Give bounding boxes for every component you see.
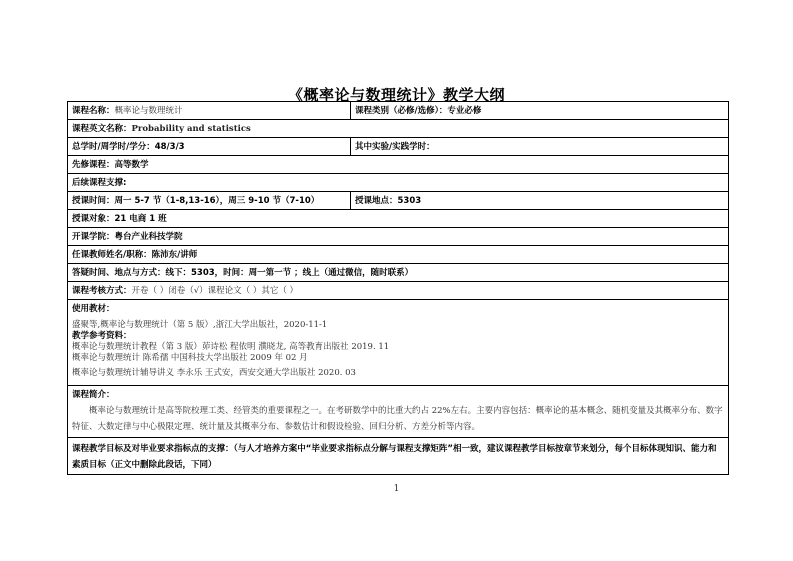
english-name-value: Probability and statistics bbox=[131, 123, 251, 134]
schedule-value: 周一 5-7 节（1-8,13-16），周三 9-10 节（7-10） bbox=[114, 195, 320, 206]
lab-hours-label: 其中实验/实践学时： bbox=[355, 141, 435, 152]
page-number: 1 bbox=[393, 484, 400, 494]
instructor-label: 任课教师姓名/职称： bbox=[72, 249, 152, 260]
row-intro bbox=[68, 386, 728, 438]
assessment-value: 开卷（ ）闭卷（√）课程论文（ ）其它（ ） bbox=[131, 285, 299, 296]
course-category-cell bbox=[351, 102, 485, 119]
course-category-label: 课程类别（必修/选修）： bbox=[355, 105, 448, 116]
textbook-item: 盛聚等,概率论与数理统计（第 5 版）,浙江大学出版社，2020-11-1 bbox=[72, 320, 328, 330]
syllabus-table bbox=[67, 101, 729, 475]
row-instructor bbox=[68, 246, 728, 264]
follow-up-cell bbox=[68, 174, 728, 191]
hours-cell bbox=[68, 138, 351, 155]
office-hours-value: 线下：5303，时间：周一第一节 ；线上（通过微信，随时联系） bbox=[165, 267, 414, 278]
objectives-cell bbox=[68, 438, 728, 474]
objectives-label: 课程教学目标及对毕业要求指标点的支撑： bbox=[72, 444, 234, 454]
row-audience bbox=[68, 210, 728, 228]
row-prerequisite bbox=[68, 156, 728, 174]
office-hours-label: 答疑时间、地点与方式： bbox=[72, 267, 166, 278]
prerequisite-value: 高等数学 bbox=[114, 159, 149, 170]
lab-hours-cell bbox=[351, 138, 439, 155]
hours-label: 总学时/周学时/学分： bbox=[72, 141, 155, 152]
row-college bbox=[68, 228, 728, 246]
schedule-cell bbox=[68, 192, 351, 209]
location-value: 5303 bbox=[397, 195, 422, 206]
row-assessment bbox=[68, 282, 728, 300]
intro-text: 概率论与数理统计是高等院校理工类、经管类的重要课程之一。在考研数学中的比重大约占 22%左右。主要内容包括：概率论的基本概念、随机变量及其概率分布、数字特征、大数定律与中心极限定理、统计量及其概率分布、参数估计和假设检验、回归分析、方差分析等内容。 bbox=[72, 406, 723, 432]
college-value: 粤台产业科技学院 bbox=[114, 231, 183, 242]
reference-item: 概率论与数理统计辅导讲义 李永乐 王式安，西安交通大学出版社 2020. 03 bbox=[72, 368, 356, 378]
course-name-cell bbox=[68, 102, 351, 119]
audience-label: 授课对象： bbox=[72, 213, 115, 224]
row-follow-up bbox=[68, 174, 728, 192]
college-label: 开课学院： bbox=[72, 231, 115, 242]
instructor-value: 陈沛东/讲师 bbox=[151, 249, 198, 260]
english-name-label: 课程英文名称： bbox=[72, 123, 132, 134]
row-objectives bbox=[68, 438, 728, 474]
row-english-name bbox=[68, 120, 728, 138]
prerequisite-label: 先修课程： bbox=[72, 159, 115, 170]
reference-item: 概率论与数理统计 陈希孺 中国科技大学出版社 2009 年 02 月 bbox=[72, 353, 308, 363]
assessment-label: 课程考核方式： bbox=[72, 285, 132, 296]
follow-up-label: 后续课程支撑: bbox=[72, 177, 127, 188]
english-name-cell bbox=[68, 120, 728, 137]
hours-value: 48/3/3 bbox=[154, 141, 185, 152]
objectives-note: （与人才培养方案中“毕业要求指标点分解与课程支撑矩阵”相一致，建议课程教学目标按章节来划分，每个目标体现知识、能力和素质目标（正文中删除此段话，下同） bbox=[72, 444, 717, 470]
college-cell bbox=[68, 228, 728, 245]
course-category-value: 专业必修 bbox=[447, 105, 482, 116]
intro-label: 课程简介： bbox=[72, 390, 115, 400]
row-course-name bbox=[68, 102, 728, 120]
reference-item: 概率论与数理统计教程（第 3 版）茆诗松 程依明 濮晓龙, 高等教育出版社 2019. 11 bbox=[72, 342, 390, 352]
row-materials bbox=[68, 300, 728, 386]
audience-cell bbox=[68, 210, 728, 227]
prerequisite-cell bbox=[68, 156, 728, 173]
schedule-label: 授课时间： bbox=[72, 195, 115, 206]
document-title: 《概率论与数理统计》教学大纲 bbox=[287, 86, 505, 104]
intro-cell bbox=[68, 386, 728, 437]
row-office-hours bbox=[68, 264, 728, 282]
location-label: 授课地点： bbox=[355, 195, 398, 206]
assessment-cell bbox=[68, 282, 728, 299]
instructor-cell bbox=[68, 246, 728, 263]
course-name-value: 概率论与数理统计 bbox=[114, 105, 183, 116]
references-label: 教学参考资料： bbox=[72, 331, 132, 341]
audience-value: 21 电商 1 班 bbox=[114, 213, 167, 224]
textbook-label: 使用教材： bbox=[72, 304, 115, 314]
office-hours-cell bbox=[68, 264, 728, 281]
row-hours bbox=[68, 138, 728, 156]
materials-cell bbox=[68, 300, 728, 385]
row-schedule bbox=[68, 192, 728, 210]
course-name-label: 课程名称： bbox=[72, 105, 115, 116]
location-cell bbox=[351, 192, 425, 209]
